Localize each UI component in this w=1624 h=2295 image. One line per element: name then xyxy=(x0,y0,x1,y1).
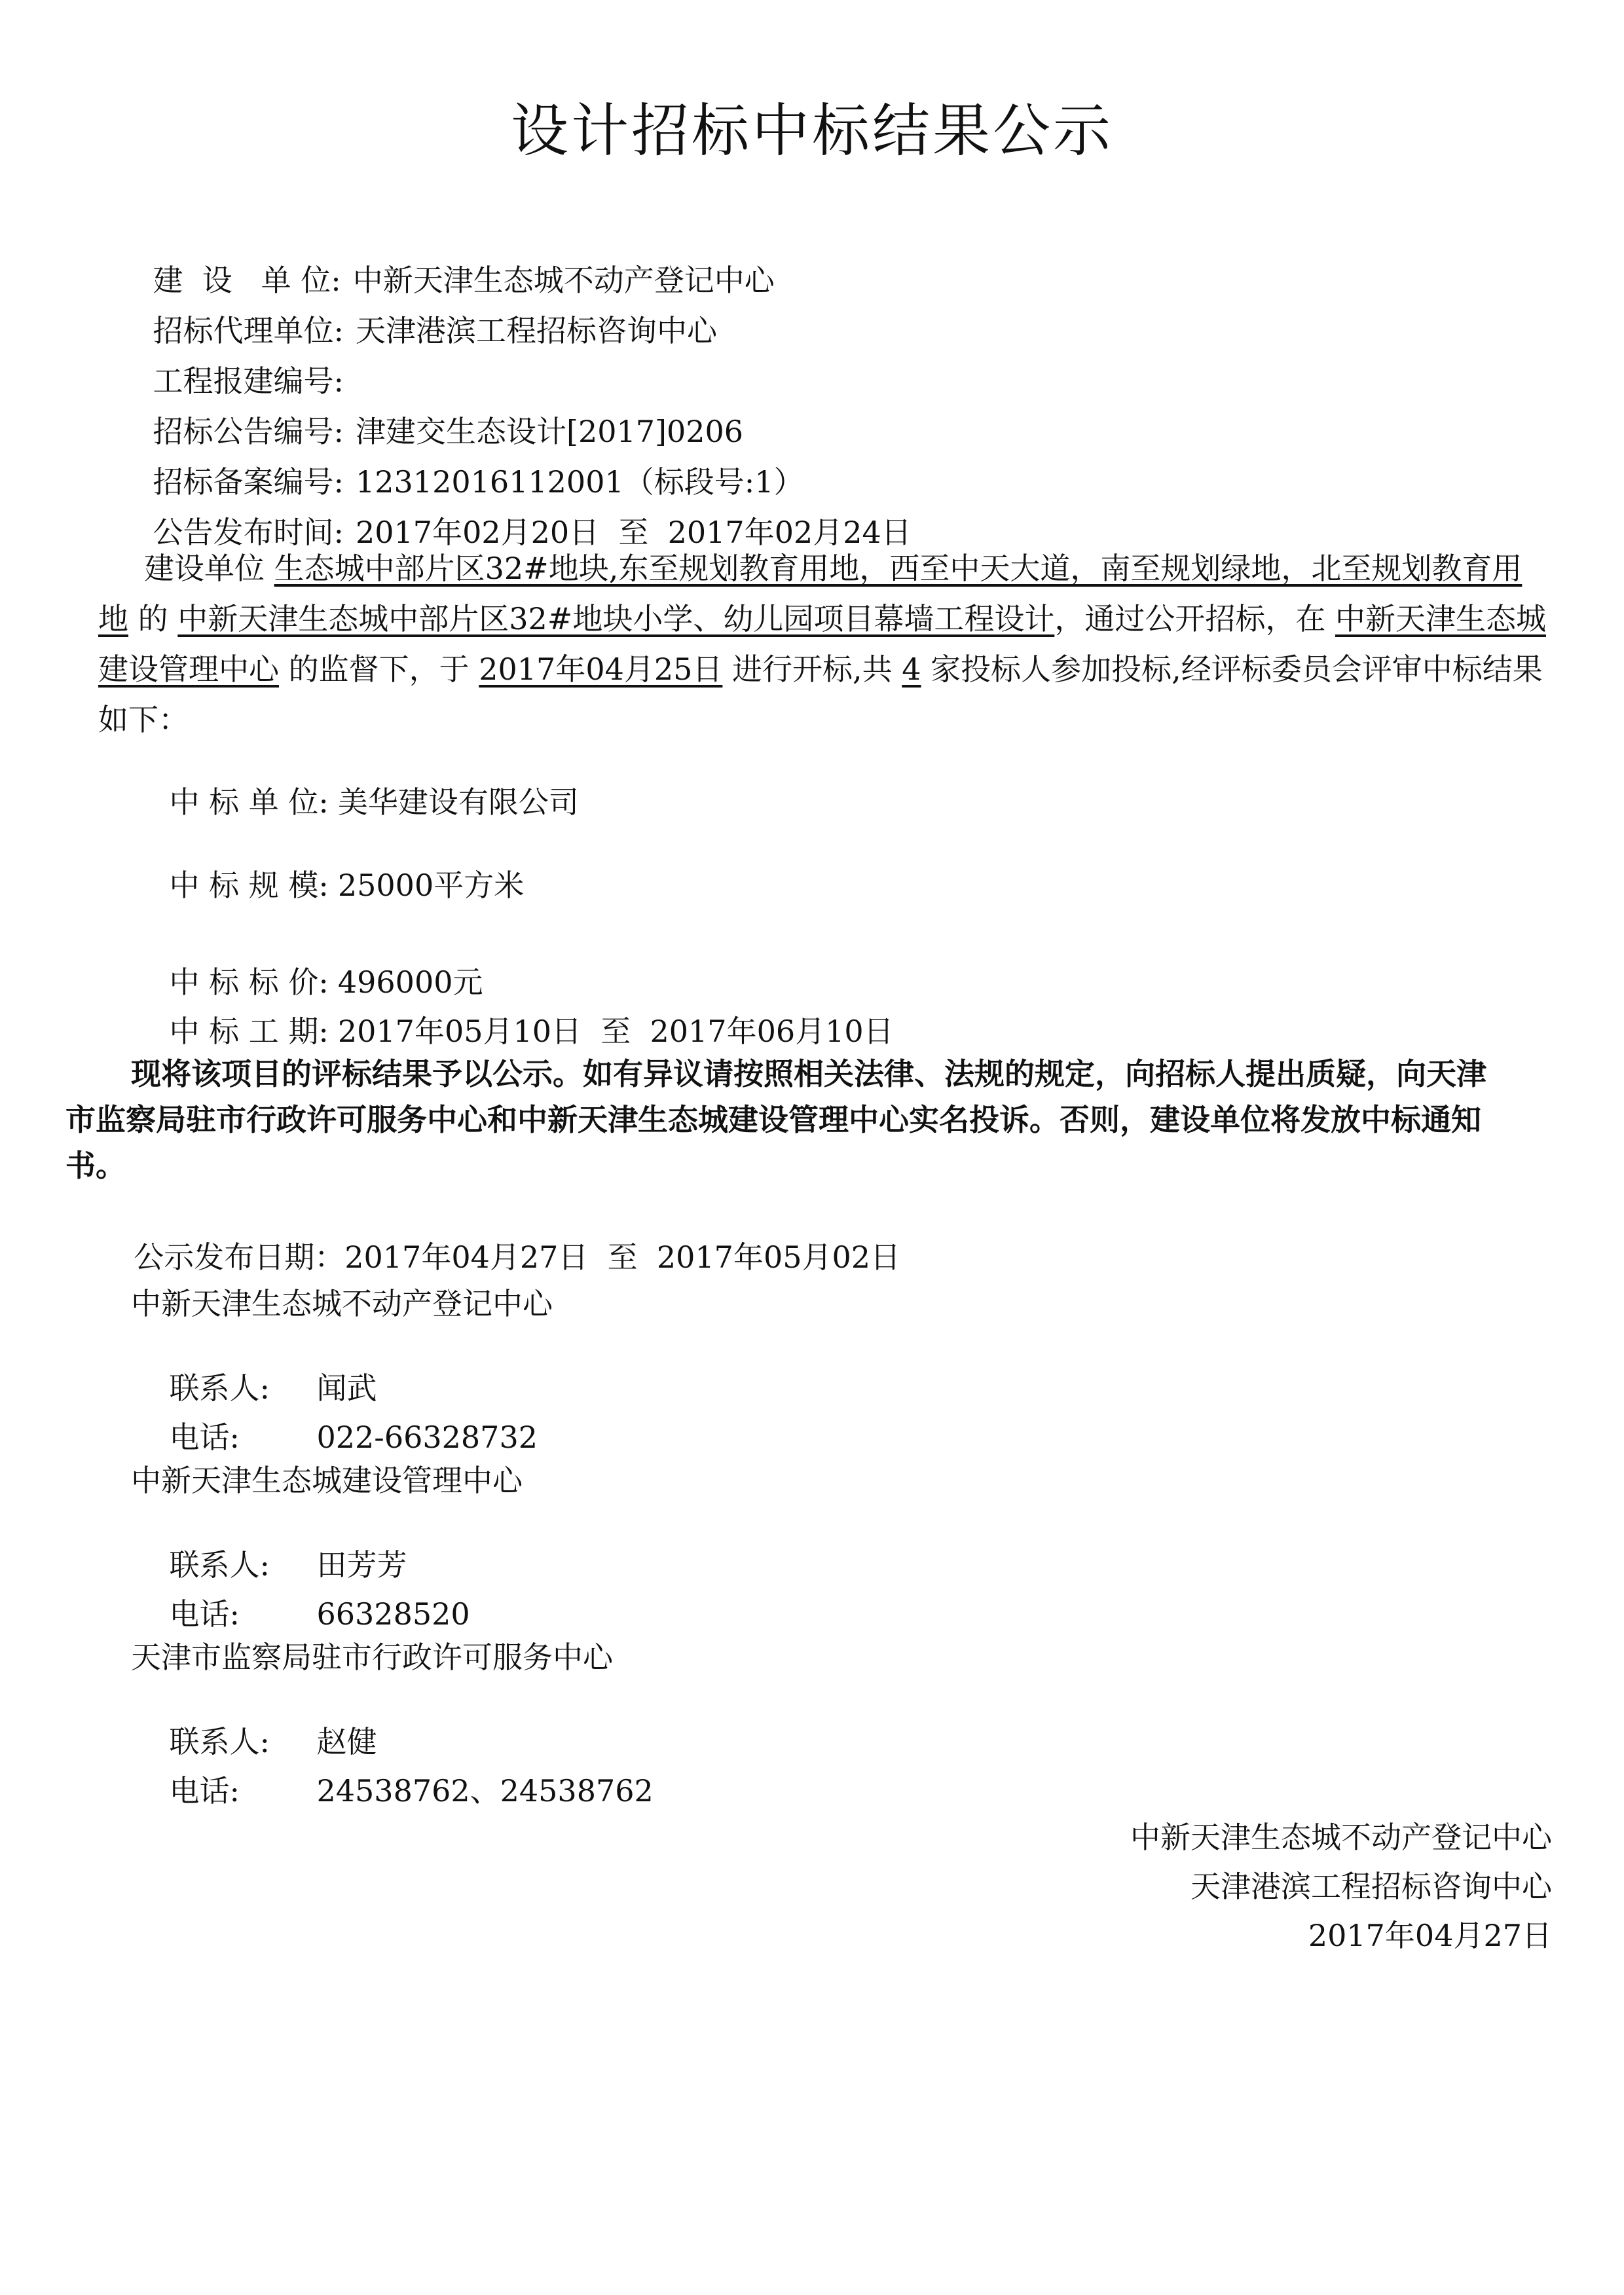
field-label: 招标公告编号: xyxy=(153,414,344,449)
contact-phone: 66328520 xyxy=(316,1596,470,1632)
intro-text: 进行开标,共 xyxy=(732,652,893,687)
contact-phone: 022-66328732 xyxy=(316,1420,538,1455)
field-value: 2017年02月20日 至 2017年02月24日 xyxy=(356,515,912,550)
intro-text: ，通过公开招标，在 xyxy=(1054,601,1326,636)
signature-org-2: 天津港滨工程招标咨询中心 xyxy=(1190,1869,1552,1904)
page-title: 设计招标中标结果公示 xyxy=(510,97,1113,164)
field-value: 2017年04月27日 至 2017年05月02日 xyxy=(344,1239,901,1275)
field-label: 中 标 工 期: xyxy=(169,1014,329,1049)
contact-person-label: 联系人: xyxy=(169,1370,270,1406)
intro-text: 建设单位 xyxy=(144,551,265,586)
intro-text: 的 xyxy=(138,601,168,636)
field-value: 津建交生态设计[2017]0206 xyxy=(356,414,744,449)
field-label: 工程报建编号: xyxy=(153,363,344,399)
field-label: 中 标 标 价: xyxy=(169,964,329,1000)
project-location: 生态城中部片区32#地块,东至规划教育用地，西至中天大道，南至规划绿地，北至规划教育用地 xyxy=(98,551,1522,636)
signature-org-1: 中新天津生态城不动产登记中心 xyxy=(1130,1820,1552,1855)
intro-paragraph xyxy=(98,543,1552,745)
opening-date: 2017年04月25日 xyxy=(479,652,723,687)
contact-person-label: 联系人: xyxy=(169,1724,270,1759)
field-label: 公示发布日期： xyxy=(134,1239,345,1275)
field-value: 美华建设有限公司 xyxy=(337,784,579,820)
intro-text: 的监督下，于 xyxy=(288,652,470,687)
contact-person: 赵健 xyxy=(316,1724,377,1759)
contact-org: 中新天津生态城建设管理中心 xyxy=(131,1463,523,1498)
field-label: 中 标 规 模: xyxy=(169,868,329,903)
intro-text: 家投标人参加投标,经评标委员会评审中标结果如下： xyxy=(98,652,1543,737)
field-label: 中 标 单 位: xyxy=(169,784,329,820)
field-value: 中新天津生态城不动产登记中心 xyxy=(352,263,775,298)
field-label: 建 设 单 位: xyxy=(153,263,341,298)
contact-phone: 24538762、24538762 xyxy=(316,1773,654,1808)
field-value: 25000平方米 xyxy=(337,868,525,903)
publish-period xyxy=(115,1198,900,1277)
contact-org: 天津市监察局驻市行政许可服务中心 xyxy=(131,1640,613,1675)
contact-phone-row xyxy=(131,1732,654,1846)
field-value: 496000元 xyxy=(337,964,483,1000)
field-value: 2017年05月10日 至 2017年06月10日 xyxy=(337,1014,894,1049)
contact-phone-label: 电话: xyxy=(169,1596,240,1632)
signature-date: 2017年04月27日 xyxy=(1308,1918,1552,1953)
bidder-count: 4 xyxy=(902,652,921,687)
supervisor-name: 中新天津生态城建设管理中心 xyxy=(98,601,1546,687)
project-name: 中新天津生态城中部片区32#地块小学、幼儿园项目幕墙工程设计 xyxy=(177,601,1055,636)
contact-org: 中新天津生态城不动产登记中心 xyxy=(131,1286,553,1321)
objection-notice: 现将该项目的评标结果予以公示。如有异议请按照相关法律、法规的规定，向招标人提出质疑，向天津市监察局驻市行政许可服务中心和中新天津生态城建设管理中心实名投诉。否则，建设单位将发放中标通知书。 xyxy=(65,1056,1486,1183)
field-value: 12312016112001（标段号:1） xyxy=(356,464,804,500)
field-label: 公告发布时间: xyxy=(153,515,344,550)
contact-person: 闻武 xyxy=(316,1370,377,1406)
contact-phone-label: 电话: xyxy=(169,1773,240,1808)
contact-person-label: 联系人: xyxy=(169,1547,270,1583)
contact-person: 田芳芳 xyxy=(316,1547,407,1583)
contact-phone-label: 电话: xyxy=(169,1420,240,1455)
field-label: 招标代理单位: xyxy=(153,313,344,348)
field-label: 招标备案编号: xyxy=(153,464,344,500)
field-value: 天津港滨工程招标咨询中心 xyxy=(356,313,717,348)
